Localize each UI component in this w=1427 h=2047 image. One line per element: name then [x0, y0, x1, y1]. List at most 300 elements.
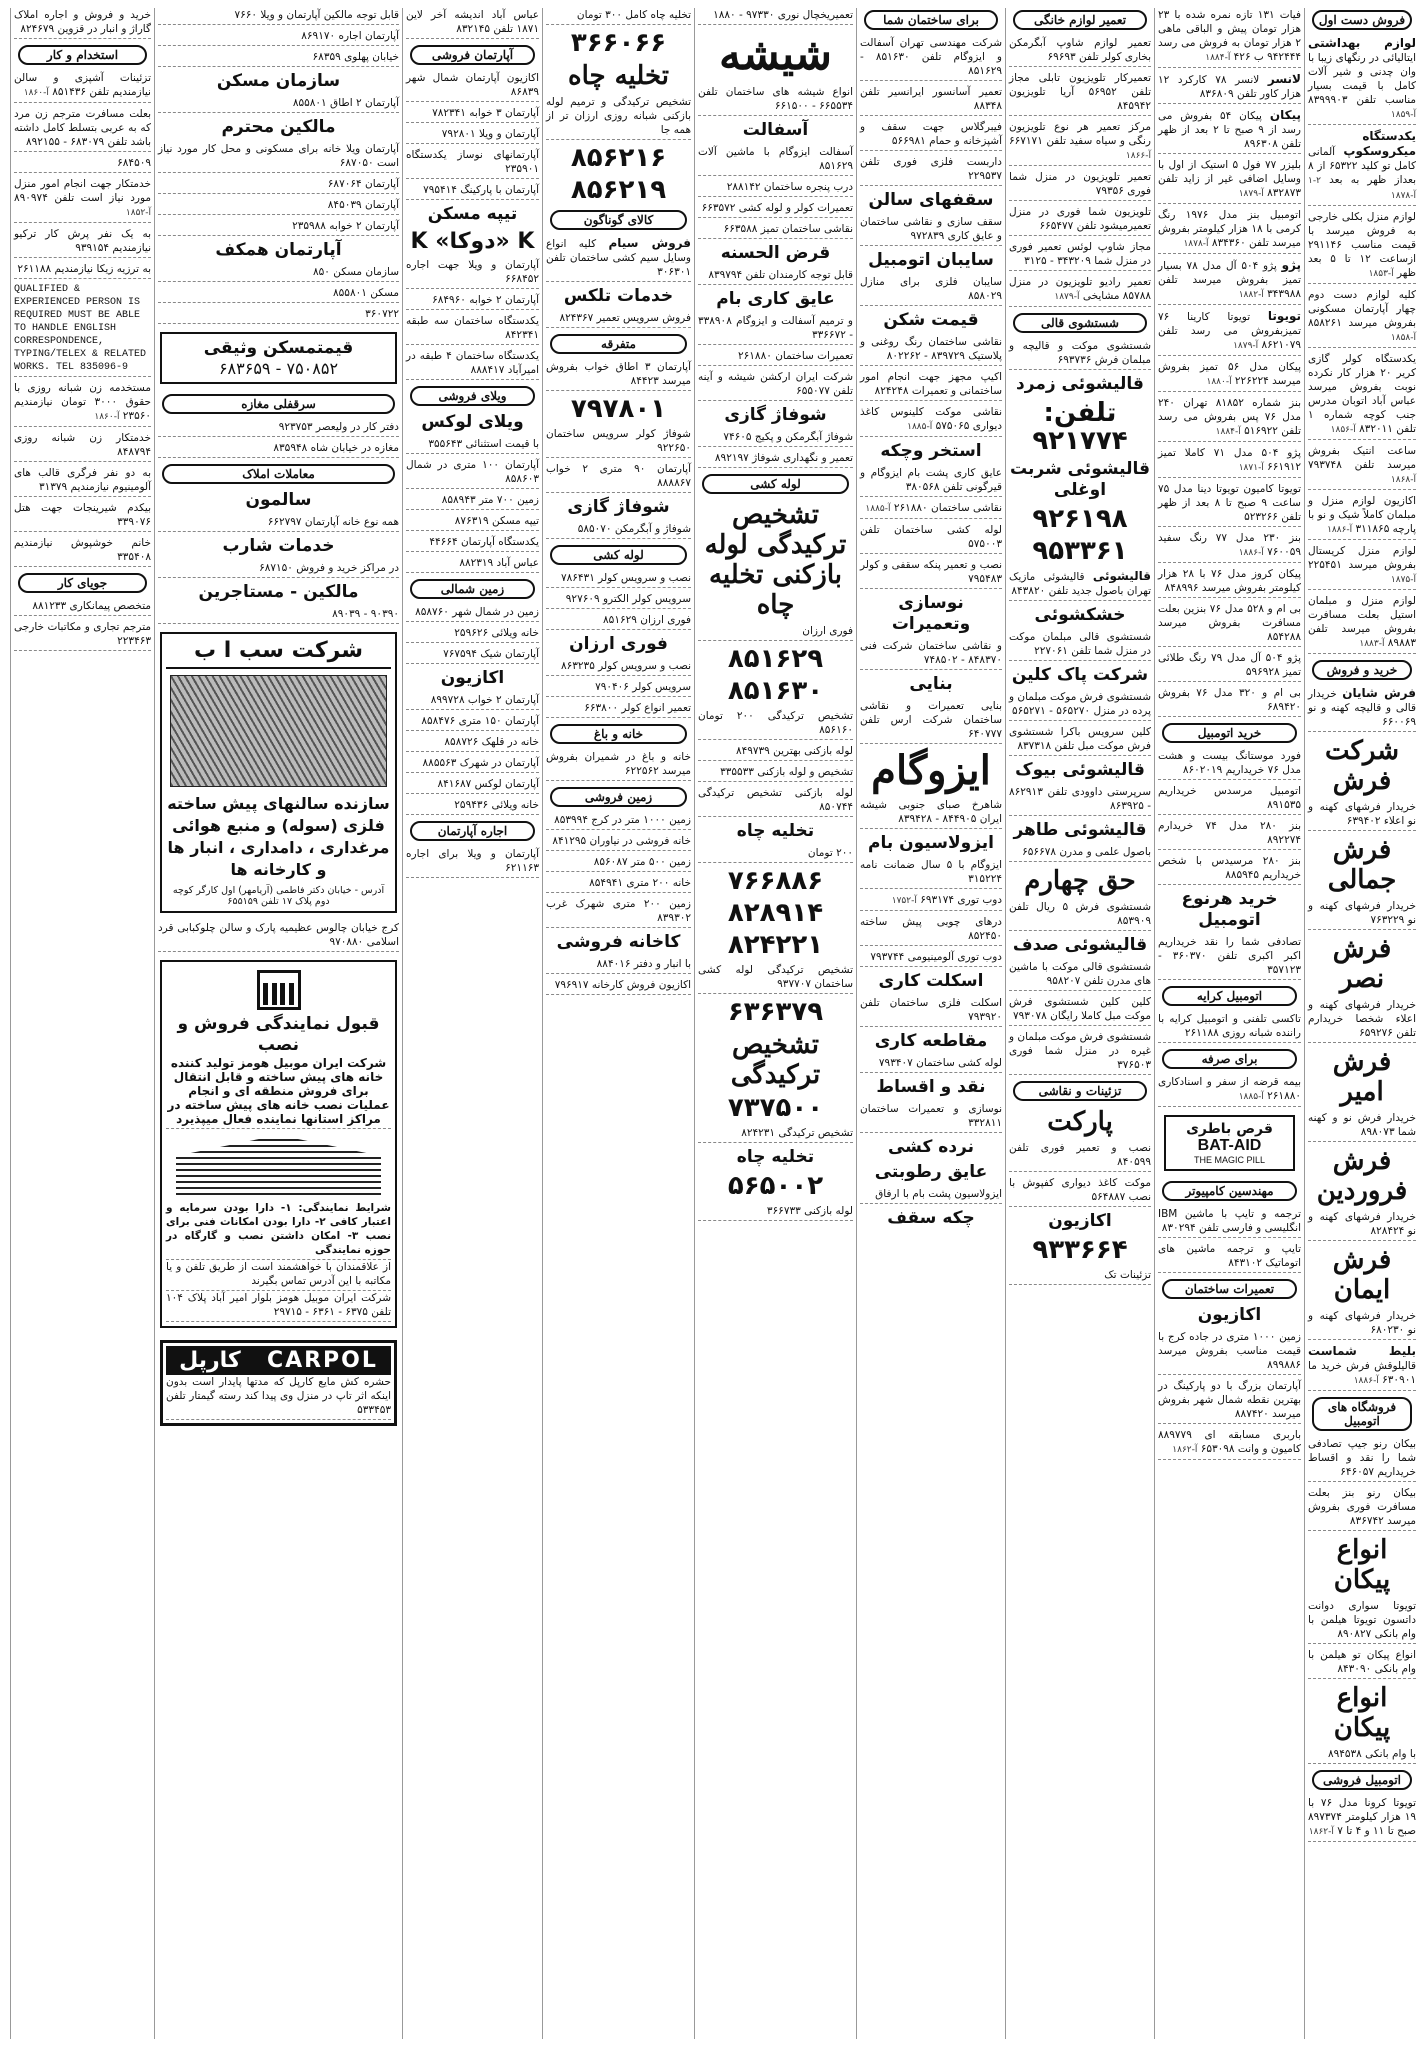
classified-ad: [860, 1056, 1002, 1073]
ad-subheadline: خرید هرنوع اتومبیل: [1181, 889, 1278, 930]
classified-ad: [14, 501, 151, 532]
classified-ad: [1308, 1111, 1416, 1142]
ad-body: زمین در شمال شهر ۸۵۸۷۶۰: [415, 606, 539, 618]
ad-body: شوفاژ کولر سرویس ساختمان ۹۲۲۶۵۰: [546, 428, 691, 454]
mobile-homes-title: قبول نمایندگی فروش و نصب: [177, 1014, 380, 1055]
ad-code: آ-۱۸۷۸: [1183, 239, 1209, 249]
classified-ad: [158, 96, 399, 113]
classified-ad: [860, 558, 1002, 589]
classified-ad: [1308, 1344, 1416, 1391]
ad-subheadline: مقاطعه کاری: [874, 1031, 988, 1051]
classified-ad: [14, 156, 151, 173]
classified-ad: [1009, 995, 1151, 1026]
ad-headline: فرش ایمان: [1332, 1245, 1392, 1305]
ad-body: نصب و تعمیر پنکه سقفی و کولر ۷۹۵۴۸۳: [860, 559, 1002, 585]
mobile-homes-ad: [160, 960, 397, 1328]
ad-body: سرویس کولر ۷۹۰۴۰۶: [595, 681, 691, 693]
ad-body: تشخیص و لوله بازکنی ۳۳۵۵۳۳: [720, 766, 853, 778]
classified-ad: [406, 437, 539, 454]
ad-title: فروش سیام: [608, 236, 691, 250]
ad-body: عباس آباد ۸۸۲۳۱۹: [459, 557, 539, 569]
ad-code: آ-۱۸۵۶: [1330, 425, 1356, 435]
ad-code: آ-۱۸۸۰: [1206, 377, 1232, 387]
ad-headline: انواع پیکان: [1333, 1683, 1391, 1743]
ad-body: سرپرستی داوودی تلفن ۸۶۲۹۱۳ - ۸۶۳۹۲۵: [1009, 786, 1151, 812]
mobile-homes-address: شرکت ایران موبیل هومز بلوار امیر آباد پلاک ۱۰۴ تلفن ۶۳۷۵ - ۶۳۶۱ - ۲۹۷۱۵: [166, 1291, 391, 1322]
classified-ad: [698, 451, 853, 468]
ad-body: خدمتکار زن شبانه روزی ۸۴۸۷۹۴: [14, 432, 151, 458]
classified-ad: [546, 360, 691, 391]
ad-body: تشخیص ترکیدگی ۸۲۴۲۳۱: [741, 1127, 853, 1139]
classified-ad: [158, 50, 399, 67]
ad-column-c7: [402, 8, 542, 2039]
carpol-brand: [166, 1346, 391, 1375]
ad-body: لوله کشی ساختمان ۷۹۳۴۰۷: [878, 1057, 1002, 1069]
ad-headline: حق چهارم: [1024, 866, 1136, 896]
classified-ad: [14, 466, 151, 497]
classified-ad: [1158, 360, 1301, 392]
classified-ad: [860, 215, 1002, 246]
ad-body: خدمتکار جهت انجام امور منزل مورد نیاز است تلفن ۸۹۰۹۷۴: [14, 178, 151, 204]
mobile-homes-text: شرکت ایران موبیل هومز تولید کننده خانه های پیش ساخته و قابل انتقال برای فروش منطقه ای و انجام عملیات نصب خانه های پیش ساخته در مراکز استانها نماینده فعال میپذیرد: [166, 1056, 391, 1129]
classified-ad: [406, 626, 539, 643]
classified-ad: [158, 561, 399, 578]
classified-ad: [14, 431, 151, 462]
section-heading: کالای گوناگون: [550, 210, 687, 230]
section-heading: جویای کار: [18, 573, 147, 593]
ad-phone-large: ۸۲۴۲۲۱: [727, 930, 824, 960]
ad-body: اتومبیل بنز مدل ۱۹۷۶ رنگ کرمی با ۱۸ هزار کیلومتر بفروش میرسد تلفن ۸۳۴۳۶۰: [1158, 209, 1302, 249]
classified-ad: [546, 659, 691, 676]
ad-body: باصول علمی و مدرن ۶۵۶۶۷۸: [1022, 846, 1151, 858]
classified-ad: [860, 996, 1002, 1027]
classified-ad: [860, 1102, 1002, 1133]
section-heading: متفرقه: [550, 334, 687, 354]
section-heading: سرقفلی مغازه: [162, 394, 395, 414]
ad-subheadline: قالیشوئی طاهر: [1013, 820, 1147, 840]
ad-body: مستخدمه زن شبانه روزی با حقوق ۳۰۰۰ تومان نیازمندیم ۲۳۵۶۰: [14, 382, 151, 422]
ad-subheadline: اکازیون: [440, 668, 505, 688]
ad-body: ساعت انتیک بفروش میرسد تلفن ۷۹۳۷۴۸: [1308, 445, 1416, 471]
sabab-company-ad: [160, 632, 397, 913]
ad-body: دفتر کار در ولیعصر ۹۲۳۷۵۳: [278, 421, 399, 433]
ad-subheadline: شرکت پاک کلین: [1011, 665, 1149, 685]
ad-body: قالیشوئی مازیک تهران باصول جدید تلفن ۸۴۳۸۲۰: [1009, 571, 1151, 597]
ad-subheadline: سقفهای سالن: [868, 190, 994, 210]
classified-ad: [860, 155, 1002, 186]
classified-ad: [406, 693, 539, 710]
classified-ad: [860, 466, 1002, 497]
section-heading: فروش دست اول: [1312, 10, 1412, 30]
classified-ad: [158, 8, 399, 25]
ad-subheadline: آسفالت: [742, 120, 809, 140]
ad-body: شستشوی قالی موکت با ماشین های مدرن تلفن ۹۵۸۲۰۷: [1009, 961, 1151, 987]
classified-ad: [546, 978, 691, 995]
ad-body: آلمانی کامل تو کلید ۶۵۳۲۲ از ۸ بعداز ظهر به بعد: [1308, 146, 1416, 186]
ad-column-c2: [1154, 8, 1304, 2039]
ad-body: سرویس کولر الکترو ۹۲۷۶۰۹: [565, 593, 691, 605]
classified-ad: [1158, 819, 1301, 850]
ad-phone-large: ۹۲۶۱۹۸: [1032, 504, 1128, 534]
classified-ad: [158, 177, 399, 194]
ad-body: بنایی تعمیرات و نقاشی ساختمان شرکت ارس تلفن ۶۴۰۷۷۷: [860, 700, 1002, 740]
classified-ad: [1009, 960, 1151, 991]
section-heading: اتومبیل کرایه: [1162, 986, 1297, 1006]
classified-ad: [698, 85, 853, 116]
ad-body: خریدار فرشهای کهنه و اعلاء شخصا خریدارم تلفن ۶۵۹۲۷۶: [1308, 999, 1416, 1039]
classified-ad: [546, 571, 691, 588]
ad-body: اکازیون فروش کارخانه ۷۹۶۹۱۷: [554, 979, 691, 991]
classified-ad: [546, 236, 691, 282]
ad-body: تزئینات تک: [1104, 1269, 1151, 1281]
ad-code: آ-۱۸۷۹: [1238, 189, 1264, 199]
ad-title: بلیط شماست: [1308, 1344, 1416, 1358]
section-heading: مهندسین کامپیوتر: [1162, 1181, 1297, 1201]
classified-ad: [1158, 1242, 1301, 1273]
ad-subheadline: قیمت شکن: [883, 310, 979, 330]
classified-ad: [1308, 1437, 1416, 1482]
ad-body: بنز ۲۳۰ مدل ۷۷ رنگ سفید ۷۶۰۰۵۹: [1158, 532, 1301, 558]
ad-body: فیات ۱۳۱ تازه نمره شده با ۲۳ هزار تومان پیش و الباقی ماهی ۲ هزار تومان به فروش می رسد ۹۴۲۴۴۴ ب ۴۲۶: [1158, 9, 1301, 63]
ad-body: داربست فلزی فوری تلفن ۲۲۹۵۳۷: [860, 156, 1002, 182]
classified-ad: [1158, 686, 1301, 717]
classified-ad: [158, 307, 399, 324]
ad-body: آپارتمان با پارکینگ ۷۹۵۴۱۴: [423, 184, 539, 196]
classified-ad: [1009, 569, 1151, 601]
ad-body: پژو ۵۰۴ آل مدل ۷۹ رنگ طلائی تمیز ۵۹۶۹۲۸: [1158, 652, 1301, 678]
classified-ad: [546, 957, 691, 974]
ad-phone-large: ۷۶۶۸۸۶: [727, 866, 824, 896]
classified-ad: [1158, 567, 1301, 598]
classified-ad: [1308, 494, 1416, 540]
ad-code: آ-۱۸۸۶: [1327, 525, 1353, 535]
classified-ad: [1009, 339, 1151, 370]
classified-ad: [1308, 800, 1416, 831]
ad-body: و نقاشی ساختمان شرکت فنی ۸۴۸۳۷۰ - ۷۴۸۵۰۲: [860, 640, 1002, 666]
ad-body: تیپه مسکن ۸۷۶۳۱۹: [454, 515, 539, 527]
ad-body: آپارتمان و ویلا ۷۹۲۸۰۱: [441, 128, 539, 140]
ad-code: آ-۱۸۸۶: [1238, 548, 1264, 558]
classified-ad: [1009, 785, 1151, 816]
ad-body: آپارتمان در شهرک ۸۸۵۵۶۳: [422, 757, 539, 769]
ad-body: آپارتمان ۳ خوابه ۷۸۲۳۴۱: [432, 107, 539, 119]
duka-brand: K «دوکا» K: [410, 229, 535, 254]
ad-column-c1: [1304, 8, 1419, 2039]
ad-body: خریدار قالی و قالیچه کهنه و نو ۶۶۰۰۶۹: [1308, 688, 1416, 728]
classified-ad: [158, 420, 399, 437]
classified-ad: [1158, 309, 1301, 356]
classified-ad: [698, 846, 853, 863]
classified-ad: [1308, 444, 1416, 490]
classified-ad: [698, 145, 853, 176]
classified-ad: [1158, 158, 1301, 204]
ad-body: عباس آباد اندیشه آخر لاین ۱۸۷۱ تلفن ۸۳۲۱۴۵: [406, 9, 539, 35]
ad-body: آپارتمان ویلا خانه برای مسکونی و محل کار مورد نیاز است ۶۸۷۰۵۰: [158, 143, 399, 169]
ad-subheadline: قالیشوئی صدف: [1012, 935, 1148, 955]
classified-ad: [860, 405, 1002, 437]
ad-column-c9: [10, 8, 154, 2039]
ad-body: زمین ۲۰۰ متری شهرک غرب ۸۳۹۳۰۲: [546, 898, 691, 924]
ad-body: انواع پیکان تو هیلمن با وام بانکی ۸۴۳۰۹۰: [1308, 1649, 1416, 1675]
ad-body: اتومبیل مرسدس خریداریم ۸۹۱۵۳۵: [1158, 785, 1301, 811]
classified-ad: [1009, 120, 1151, 166]
ad-body: نصب و سرویس کولر ۷۸۶۴۳۱: [561, 572, 691, 584]
ad-subheadline: مالکین - مستاجرین: [198, 582, 359, 602]
classified-ad: [1158, 1330, 1301, 1375]
carpol-ad: [160, 1340, 397, 1426]
classified-ad: [546, 897, 691, 928]
ad-body: نصب و تعمیر فوری تلفن ۸۴۰۵۹۹: [1009, 1142, 1151, 1168]
ad-body: و ترمیم آسفالت و ایزوگام ۳۳۸۹۰۸ - ۳۳۶۶۷۲: [698, 315, 853, 341]
ad-body: ایزولاسیون پشت بام با ارفاق: [875, 1188, 1002, 1200]
section-heading: فروشگاه های اتومبیل: [1312, 1397, 1412, 1431]
ad-body: مغازه در خیابان شاه ۸۳۵۹۴۸: [273, 442, 399, 454]
shishe-headline: شیشه: [719, 29, 832, 80]
ad-body: آپارتمان و ویلا برای اجاره ۶۲۱۱۶۳: [406, 848, 539, 874]
ad-code: آ-۱۸۸۴: [1215, 427, 1241, 437]
ad-body: تصادفی شما را نقد خریداریم اکبر اکبری تلفن ۳۶۰۳۷۰ - ۳۵۷۱۲۳: [1158, 936, 1301, 976]
ad-headline: پارکت: [1047, 1107, 1113, 1137]
ad-code: آ-۱۸۵۸: [1390, 333, 1416, 343]
ad-body: زمین ۱۰۰۰ متری در جاده کرج با قیمت مناسب بفروش میرسد ۸۹۹۸۸۶: [1158, 1331, 1301, 1371]
classified-ad: [406, 647, 539, 664]
classified-ad: [860, 893, 1002, 911]
classified-ad: [406, 798, 539, 815]
ad-body: نقاشی ساختمان تمیز ۶۶۳۵۸۸: [723, 223, 853, 235]
classified-ad: [546, 613, 691, 630]
ad-body: با انبار و دفتر ۸۸۴۰۱۶: [596, 958, 691, 970]
classified-ad: [860, 1187, 1002, 1204]
classified-ad: [1009, 205, 1151, 236]
classified-ad: [860, 699, 1002, 744]
sabab-description: سازنده سالنهای پیش ساخته فلزی (سوله) و منبع هوائی مرغداری ، دامداری ، انبار ها و کارخانه ها: [167, 794, 390, 879]
ad-body: قابل توجه کارمندان تلفن ۸۳۹۷۹۴: [708, 269, 853, 281]
ad-body: دوب توری ۶۹۳۱۷۴: [920, 894, 1002, 906]
ad-body: بیکدم شیرینجات جهت هتل ۳۳۹۰۷۶: [14, 502, 151, 528]
ad-subheadline: قالیشوئی بیوک: [1015, 760, 1145, 780]
ad-subheadline: ویلای لوکس: [421, 412, 524, 432]
classified-ad: [158, 142, 399, 173]
sabab-address: آدرس - خیابان دکتر فاطمی (آریامهر) اول کارگر کوچه دوم پلاک ۱۷ تلفن ۶۵۵۱۵۹: [172, 885, 385, 907]
classified-ad: [698, 744, 853, 761]
ad-body: پژو ۵۰۴ آل مدل ۷۸ بسیار تمیز بفروش میرسد تلفن ۳۴۳۹۸۸: [1158, 260, 1301, 300]
classified-ad: [698, 222, 853, 239]
ad-body: با قیمت استثنائی ۳۵۵۶۴۳: [428, 438, 539, 450]
classified-ad: [860, 858, 1002, 889]
ad-subheadline: نوسازی وتعمیرات: [891, 593, 971, 634]
classified-ad: [158, 198, 399, 215]
ad-body: نقاشی موکت کلینوس کاغذ دیواری ۵۷۵۰۶۵: [860, 406, 1002, 432]
ad-body: تاکسی تلفنی و اتومبیل کرایه با راننده شبانه روزی ۲۶۱۱۸۸: [1158, 1013, 1301, 1039]
newspaper-page: [8, 8, 1419, 2039]
classified-ad: [406, 756, 539, 773]
classified-ad: [1009, 71, 1151, 116]
classified-ad: [546, 522, 691, 539]
ad-subheadline: اکازیون: [1197, 1305, 1262, 1325]
ad-body: لوله بازکنی ۳۶۶۷۳۳: [766, 1205, 853, 1217]
ad-body: درب پنجره ساختمان ۲۸۸۱۴۲: [726, 181, 853, 193]
ad-body: زمین ۷۰۰ متر ۸۵۸۹۴۳: [441, 494, 539, 506]
classified-ad: [14, 71, 151, 103]
ad-body: بی ام و ۳۲۰ مدل ۷۶ بفروش ۶۸۹۴۲۰: [1158, 687, 1301, 713]
sabab-title: شرکت سب ا ب: [166, 638, 391, 669]
classified-ad: [1158, 1207, 1301, 1238]
classified-ad: [1308, 1210, 1416, 1241]
ad-body: خانه ویلائی ۲۵۹۴۳۶: [454, 799, 539, 811]
classified-ad: [1158, 602, 1301, 647]
classified-ad: [1009, 900, 1151, 931]
section-heading: تعمیرات ساختمان: [1162, 1279, 1297, 1299]
ad-body: لوازم منزل بکلی خارجی به فروش میرسد با قیمت مناسب ۲۹۱۱۴۶ ازساعت ۱۲ تا ۵ بعد ظهر: [1308, 211, 1416, 279]
classified-ad: [1158, 108, 1301, 154]
ad-subheadline: تیپه مسکن: [427, 204, 518, 224]
ad-body: آپارتمان شیک ۷۶۷۵۹۴: [443, 648, 539, 660]
ad-body: به یک نفر پرش کار ترکیو نیازمندیم ۹۳۹۱۵۴: [14, 228, 151, 254]
ad-body: فوری ارزان: [802, 625, 853, 637]
ad-body: نصب و سرویس کولر ۸۶۳۲۳۵: [561, 660, 691, 672]
classified-ad: [1308, 998, 1416, 1043]
ad-body: با وام بانکی ۸۹۴۵۳۸: [1327, 1748, 1416, 1760]
ad-body: پیکان کروز مدل ۷۶ با ۲۸ هزار کیلومتر بفروش میرسد ۸۴۸۹۹۶: [1158, 568, 1301, 594]
classified-ad: [860, 335, 1002, 366]
classified-ad: [546, 813, 691, 830]
ad-subheadline: سازمان مسکن: [216, 71, 341, 91]
ad-subheadline: تخلیه چاه: [736, 1147, 815, 1167]
ad-subheadline: قرض الحسنه: [720, 243, 831, 263]
classified-ad: [1009, 1141, 1151, 1172]
ad-body: خریدار فرش نو و کهنه شما ۸۹۸۰۷۳: [1308, 1112, 1416, 1138]
ad-body: لوازم منزل کریستال بفروش میرسد ۲۲۵۴۵۱: [1308, 545, 1416, 571]
ad-body: مترجم تجاری و مکاتبات خارجی ۲۲۳۴۶۳: [14, 621, 151, 647]
ad-body: کرج خیابان چالوس عظیمیه پارک و سالن چلوکبابی قرد اسلامی ۹۷۰۸۸۰: [158, 922, 399, 948]
classified-ad: [1009, 170, 1151, 201]
classified-ad: [546, 855, 691, 872]
classified-ad: [546, 834, 691, 851]
ad-body: انواع شیشه های ساختمان تلفن ۶۶۵۵۳۴ - ۶۶۱۵۰۰: [698, 86, 853, 112]
classified-ad: [1009, 690, 1151, 721]
ad-body: آپارتمان ۹۰ متری ۲ خواب ۸۸۸۸۶۷: [546, 463, 692, 489]
ad-body: خانه ویلائی ۲۵۹۶۲۶: [454, 627, 539, 639]
classified-ad: [14, 177, 151, 223]
ad-body: شستشوی فرش موکت مبلمان و پرده در منزل ۵۶۵۲۷۰ - ۵۶۵۲۷۱: [1008, 691, 1151, 717]
ad-phone-large: ۹۳۳۶۶۴: [1032, 1235, 1128, 1265]
section-heading: آپارتمان فروشی: [410, 45, 535, 65]
classified-ad: [406, 777, 539, 794]
housing-logo-phone: ۷۵۰۸۵۲ - ۶۸۳۶۵۹: [218, 359, 339, 378]
classified-ad: [14, 8, 151, 39]
ad-body: بیکان رنو جیپ تصادفی شما را نقد و اقساط خریداریم ۶۴۶۰۵۷: [1308, 1438, 1416, 1478]
ad-phone-large: ۸۵۱۶۳۰: [727, 676, 824, 706]
ad-code: آ-۱۸۶۸: [1390, 475, 1416, 485]
classified-ad: [1308, 288, 1416, 348]
section-heading: اجاره آپارتمان: [410, 821, 535, 841]
classified-ad: [1009, 725, 1151, 756]
classified-ad: [158, 265, 399, 282]
ad-code: آ-۱۸۷۹: [1233, 341, 1259, 351]
ad-body: تعمیر و نگهداری شوفاژ ۸۹۲۱۹۷: [714, 452, 853, 464]
ad-body: بعلت مسافرت مترجم زن مرد که به عربی بتسلط کامل داشته باشد تلفن ۶۸۳۰۷۹ - ۸۹۲۱۵۵: [14, 108, 151, 148]
classified-ad: [406, 127, 539, 144]
classified-ad: [1009, 1176, 1151, 1207]
prefab-house-illustration: [176, 1135, 381, 1195]
ad-body: بی ام و ۵۲۸ مدل ۷۶ بنزین بعلت مسافرت بفروش میرسد ۸۵۴۲۸۸: [1158, 603, 1301, 643]
ad-title: پیکان: [1269, 108, 1301, 122]
classified-ad: [1158, 258, 1301, 305]
ad-body: تعمیر لوازم شاوپ آبگرمکن بخاری کولر تلفن ۶۹۶۹۳: [1009, 37, 1151, 63]
warehouse-photo: [170, 675, 387, 787]
ad-body: به دو نفر فرگری قالب های آلومینیوم نیازمندیم ۳۱۳۷۹: [14, 467, 151, 493]
classified-ad: [406, 258, 539, 289]
classified-ad: [14, 262, 151, 279]
ad-body: شاهرخ صبای جنوبی شیشه ایران ۸۴۴۹۰۵ - ۸۳۹۴۲۸: [860, 799, 1002, 825]
ad-column-c8: [154, 8, 402, 2039]
bat-aid-sub: THE MAGIC PILL: [1193, 1155, 1265, 1165]
ad-body: همه نوع خانه آپارتمان ۶۶۲۷۹۷: [267, 516, 399, 528]
ad-column-c3: [1005, 8, 1154, 2039]
ad-body: تعمیر تلویزیون در منزل شما فوری ۷۹۳۵۶: [1009, 171, 1151, 197]
ad-body: آپارتمان اجاره ۸۶۹۱۷۰: [301, 30, 399, 42]
ad-title: یکدستگاه میکروسکوپ: [1343, 129, 1416, 158]
ad-body: تعمیرات ساختمان ۲۶۱۸۸۰: [738, 350, 853, 362]
ad-body: ۲۰۰ تومان: [807, 847, 853, 859]
ad-body: شستشوی فرش ۵ ریال تلفن ۸۵۳۹۰۹: [1009, 901, 1151, 927]
ad-body: خانه و باغ در شمیران بفروش میرسد ۶۲۲۵۶۲: [546, 751, 691, 777]
classified-ad: [1308, 1796, 1416, 1842]
classified-ad: [860, 275, 1002, 306]
ad-subheadline: تخلیه چاه: [736, 821, 815, 841]
ad-subheadline: خدمات شارب: [222, 536, 335, 556]
classified-ad: [406, 8, 539, 39]
ad-body: خریدار فرشهای کهنه و نو اعلاء ۶۳۹۴۰۲: [1308, 801, 1416, 827]
ad-headline: فرش نصر: [1332, 934, 1392, 994]
ad-phone-large: ۵۶۵۰۰۲: [727, 1171, 824, 1201]
ad-body: بلیزر ۷۷ فول ۵ استیک از اول با وسایل اضافی غیر از زاید تلفن ۸۳۲۸۷۳: [1158, 159, 1302, 199]
classified-ad: [406, 71, 539, 102]
ad-subheadline: سالمون: [245, 490, 312, 510]
classified-ad: [1308, 686, 1416, 732]
section-heading: تعمیر لوازم خانگی: [1013, 10, 1147, 30]
section-heading: لوله کشی: [702, 474, 849, 494]
section-heading: لوله کشی: [550, 545, 687, 565]
classified-ad: [1308, 1599, 1416, 1644]
classified-ad: [698, 349, 853, 366]
ad-body: شستشوی قالی مبلمان موکت در منزل شما تلفن ۲۲۷۰۶۱: [1009, 631, 1151, 657]
ad-body: شستشوی فرش موکت مبلمان و غیره در منزل شما فوری ۳۷۶۵۰۳: [1008, 1031, 1151, 1071]
ad-body: سازمان مسکن ۸۵۰: [313, 266, 399, 278]
ad-headline: تشخیص ترکیدگی لوله بازکنی تخلیه چاه: [704, 500, 847, 620]
classified-ad: [1308, 594, 1416, 654]
ad-subheadline: خشکشوئی: [1034, 605, 1126, 625]
ad-body: خیابان پهلوی ۶۸۳۵۹: [312, 51, 399, 63]
ad-body: تعمیرات کولر و لوله کشی ۶۶۳۵۷۲: [701, 202, 853, 214]
classified-ad: [1158, 396, 1301, 442]
ad-subheadline: بنایی: [909, 674, 953, 694]
ad-body: یکدستگاه آپارتمان ۴۴۶۶۴: [429, 536, 539, 548]
ad-body: نقاشی ساختمان رنگ روغنی و پلاستیک ۸۳۹۷۲۹ - ۸۰۲۲۶۲: [860, 336, 1002, 362]
ad-code: آ-۱۸۸۵: [865, 504, 891, 514]
ad-body: آسفالت ایزوگام با ماشین آلات ۸۵۱۶۲۹: [698, 146, 853, 172]
ad-phone-large: تلفن: ۹۲۱۷۷۴: [1032, 398, 1128, 456]
classified-ad: [406, 605, 539, 622]
ad-subheadline: عایق کاری بام: [716, 289, 835, 309]
ad-body: آپارتمان ۲ خوابه ۲۳۵۹۸۸: [292, 220, 399, 232]
classified-ad: [860, 370, 1002, 401]
ad-subheadline: اکازیون: [1048, 1211, 1112, 1231]
ad-body: موکت کاغذ دیواری کفپوش با نصب ۵۶۴۸۸۷: [1009, 1177, 1151, 1203]
ad-body: اکازیون آپارتمان شمال شهر ۸۶۸۳۹: [406, 72, 539, 98]
ad-phone-large: ۷۹۷۸۰۱: [570, 394, 667, 424]
classified-ad: [158, 29, 399, 46]
